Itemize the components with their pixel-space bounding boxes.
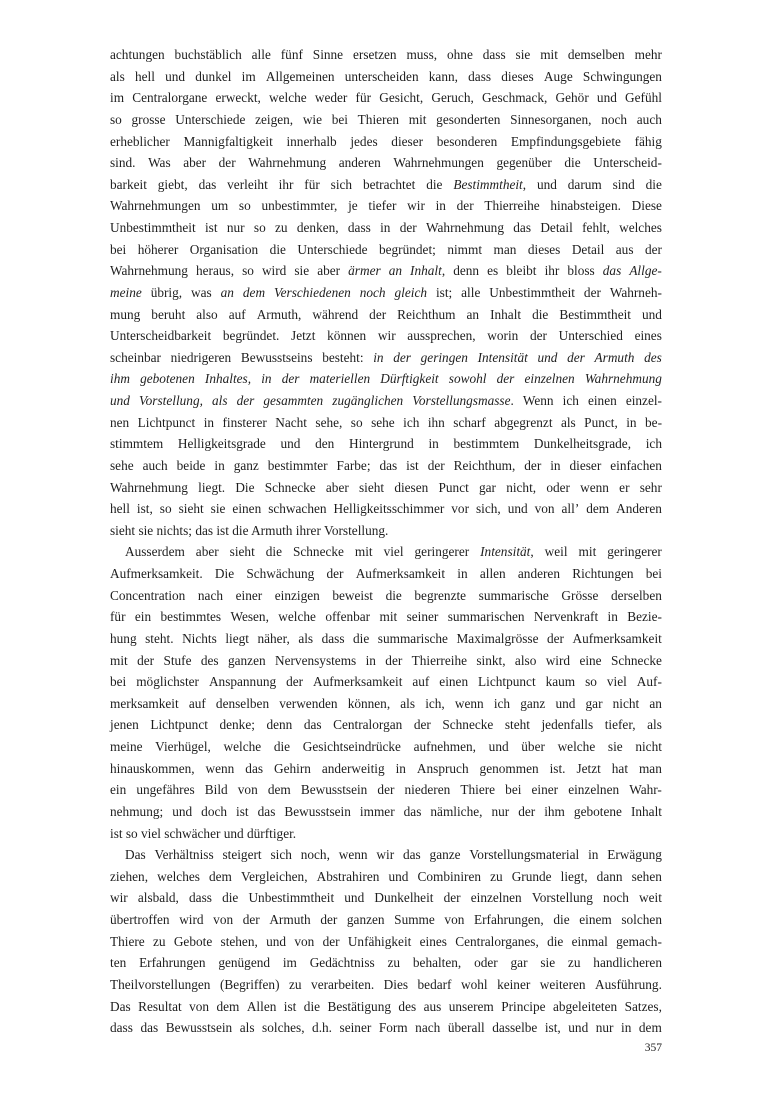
text-line: meine Vierhügel, welche die Gesichtseindrücke aufnehmen, und über welche sie nicht [110,739,662,754]
text-line: jenen Lichtpunct denke; denn das Centralorgan der Schnecke steht jedenfalls tiefer, als [110,717,662,733]
text-line: bei höherer Organisation die Unterschiede begründet; nimmt man dieses Detail aus der [110,241,662,257]
text-line: Das Resultat von dem Allen ist die Bestätigung des aus unserem Principe abgeleiteten Satzes, [110,998,662,1014]
text-line: mit der Stufe des ganzen Nervensystems in der Thierreihe sinkt, also wird eine Schnecke [110,652,662,668]
text-line: hell ist, so sieht sie einen schwachen Helligkeitsschimmer vor sich, und von all’ dem Anderen [110,501,662,517]
text-line: Unterscheidbarkeit begründet. Jetzt können wir aussprechen, worin der Unterschied eines [110,328,662,344]
text-line: Thiere zu Gebote stehen, und von der Unfähigkeit eines Centralorganes, die einmal gemach- [110,933,662,949]
text-line: ein ungefähres Bild von dem Bewusstsein der niederen Thiere bei einer einzelnen Wahr- [110,782,662,798]
text-line: Concentration nach einer einzigen beweist die begrenzte summarische Grösse derselben [110,587,662,603]
text-line: Wahrnehmung heraus, so wird sie aber ärmer an Inhalt, denn es bleibt ihr bloss das Allge- [110,263,662,279]
text-line: ihm gebotenen Inhaltes, in der materiellen Dürftigkeit sowohl der einzelnen Wahrnehmung [110,371,662,387]
text-line: merksamkeit auf denselben verwenden können, als ich, wenn ich ganz und gar nicht an [110,695,662,711]
text-line: und Vorstellung, als der gesammten zugänglichen Vorstellungsmasse. Wenn ich einen einzel- [110,393,662,408]
text-line: im Centralorgane erweckt, welche weder für Gesicht, Geruch, Geschmack, Gehör und Gefühl [110,90,662,106]
text-line: nen Lichtpunct in finsterer Nacht sehe, so sehe ich ihn scharf abgegrenzt als Punct, in be- [110,414,662,430]
text-line: für ein bestimmtes Wesen, welche offenbar mit seiner summarischen Nervenkraft in Bezie- [110,609,662,625]
text-line: Wahrnehmungen um so unbestimmter, je tiefer wir in der Thierreihe hinabsteigen. Diese [110,198,662,214]
text-line: ist so viel schwächer und dürftiger. [110,825,297,841]
text-line: ten Erfahrungen genügend im Gedächtniss zu behalten, oder gar sie zu handlicheren [110,955,662,971]
text-line: wir alsbald, dass die Unbestimmtheit und Dunkelheit der einzelnen Vorstellung noch weit [110,890,662,906]
text-line: Ausserdem aber sieht die Schnecke mit viel geringerer Intensität, weil mit geringerer [125,544,662,560]
text-line: sehe auch beide in ganz bestimmter Farbe; das ist der Reichthum, der in dieser einfachen [110,457,662,473]
text-line: mung beruht also auf Armuth, während der Reichthum an Inhalt die Bestimmtheit und [110,306,662,322]
text-line: ziehen, welches dem Vergleichen, Abstrahiren und Combiniren zu Grunde liegt, dann sehen [110,868,662,884]
page-text [110,44,662,1039]
text-line: erheblicher Mannigfaltigkeit innerhalb jedes dieser besonderen Empfindungsgebiete fähig [110,133,662,149]
text-line: hung steht. Nichts liegt näher, als dass die summarische Maximalgrösse der Aufmerksamkeit [110,630,662,646]
text-line: Aufmerksamkeit. Die Schwächung der Aufmerksamkeit in allen anderen Richtungen bei [110,566,662,581]
text-line: Wahrnehmung liegt. Die Schnecke aber sieht diesen Punct gar nicht, oder wenn er sehr [110,479,662,495]
text-line: übertroffen wird von der Armuth der ganzen Summe von Erfahrungen, die einem solchen [110,912,662,927]
text-line: so grosse Unterschiede zeigen, wie bei Thieren mit gesonderten Sinnesorganen, noch auch [110,111,662,127]
text-line: dass das Bewusstsein als solches, d.h. seiner Form nach überall dasselbe ist, und nur in dem [110,1020,662,1036]
text-line: meine übrig, was an dem Verschiedenen noch gleich ist; alle Unbestimmtheit der Wahrneh- [110,284,662,300]
text-line: Unbestimmtheit ist nur so zu denken, dass in der Wahrnehmung das Detail fehlt, welches [110,220,662,235]
text-line: barkeit giebt, das verleiht ihr für sich betrachtet die Bestimmtheit, und darum sind die [110,176,662,192]
text-line: bei möglichster Anspannung der Aufmerksamkeit auf einen Lichtpunct kaum so viel Auf- [110,674,662,690]
text-line: nehmung; und doch ist das Bewusstsein immer das nämliche, nur der ihm gebotene Inhalt [110,803,662,819]
text-line: Theilvorstellungen (Begriffen) zu verarbeiten. Dies bedarf wohl keiner weiteren Ausführung. [110,976,662,992]
text-line: sieht sie nichts; das ist die Armuth ihrer Vorstellung. [110,522,389,538]
text-line: als hell und dunkel im Allgemeinen unterscheiden kann, dass dieses Auge Schwingungen [110,68,662,84]
text-line: stimmtem Helligkeitsgrade und den Hintergrund in bestimmtem Dunkelheitsgrade, ich [110,436,662,452]
text-line: Das Verhältniss steigert sich noch, wenn wir das ganze Vorstellungsmaterial in Erwägung [125,847,662,863]
text-line: achtungen buchstäblich alle fünf Sinne ersetzen muss, ohne dass sie mit demselben mehr [110,47,662,62]
page-number: 357 [644,1042,662,1054]
text-line: hinauskommen, wenn das Gehirn anderweitig in Anspruch genommen ist. Jetzt hat man [110,760,662,776]
text-line: scheinbar niedrigeren Bewusstseins besteht: in der geringen Intensität und der Armuth des [110,349,662,365]
text-line: sind. Was aber der Wahrnehmung anderen Wahrnehmungen gegenüber die Unterscheid- [110,155,662,171]
